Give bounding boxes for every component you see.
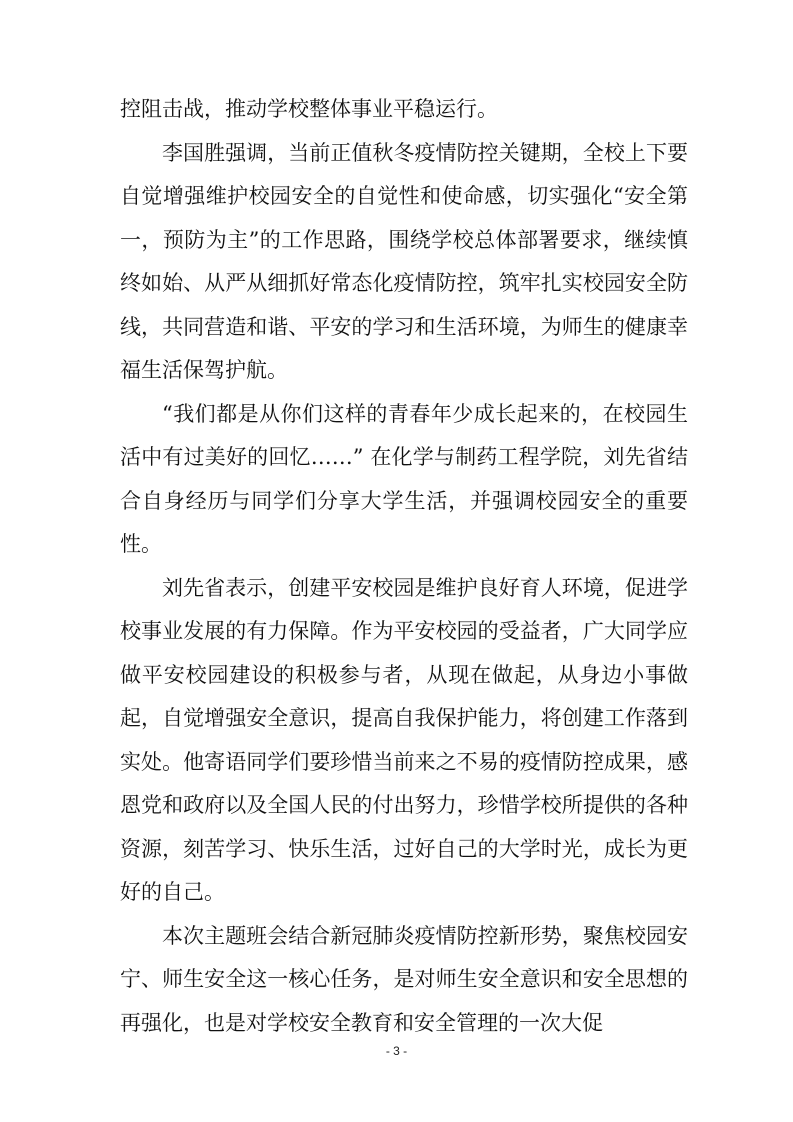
- paragraph-2: 李国胜强调，当前正值秋冬疫情防控关键期，全校上下要自觉增强维护校园安全的自觉性和使命感，切实强化“安全第一，预防为主”的工作思路，围绕学校总体部署要求，继续慎终如始、从严从细抓好常态化疫情防控，筑牢扎实校园安全防线，共同营造和谐、平安的学习和生活环境，为师生的健康幸福生活保驾护航。: [120, 140, 688, 382]
- document-body: [120, 88, 688, 1045]
- paragraph-3: “我们都是从你们这样的青春年少成长起来的，在校园生活中有过美好的回忆……” 在化学与制药工程学院，刘先省结合自身经历与同学们分享大学生活，并强调校园安全的重要性。: [120, 401, 688, 556]
- paragraph-4: 刘先省表示，创建平安校园是维护良好育人环境，促进学校事业发展的有力保障。作为平安校园的受益者，广大同学应做平安校园建设的积极参与者，从现在做起，从身边小事做起，自觉增强安全意识，提高自我保护能力，将创建工作落到实处。他寄语同学们要珍惜当前来之不易的疫情防控成果，感恩党和政府以及全国人民的付出努力，珍惜学校所提供的各种资源，刻苦学习、快乐生活，过好自己的大学时光，成长为更好的自己。: [120, 575, 688, 904]
- paragraph-5: 本次主题班会结合新冠肺炎疫情防控新形势，聚焦校园安宁、师生安全这一核心任务，是对师生安全意识和安全思想的再强化，也是对学校安全教育和安全管理的一次大促: [120, 923, 688, 1035]
- paragraph-1: 控阻击战，推动学校整体事业平稳运行。: [120, 97, 498, 121]
- page-number: - 3 -: [385, 1044, 408, 1058]
